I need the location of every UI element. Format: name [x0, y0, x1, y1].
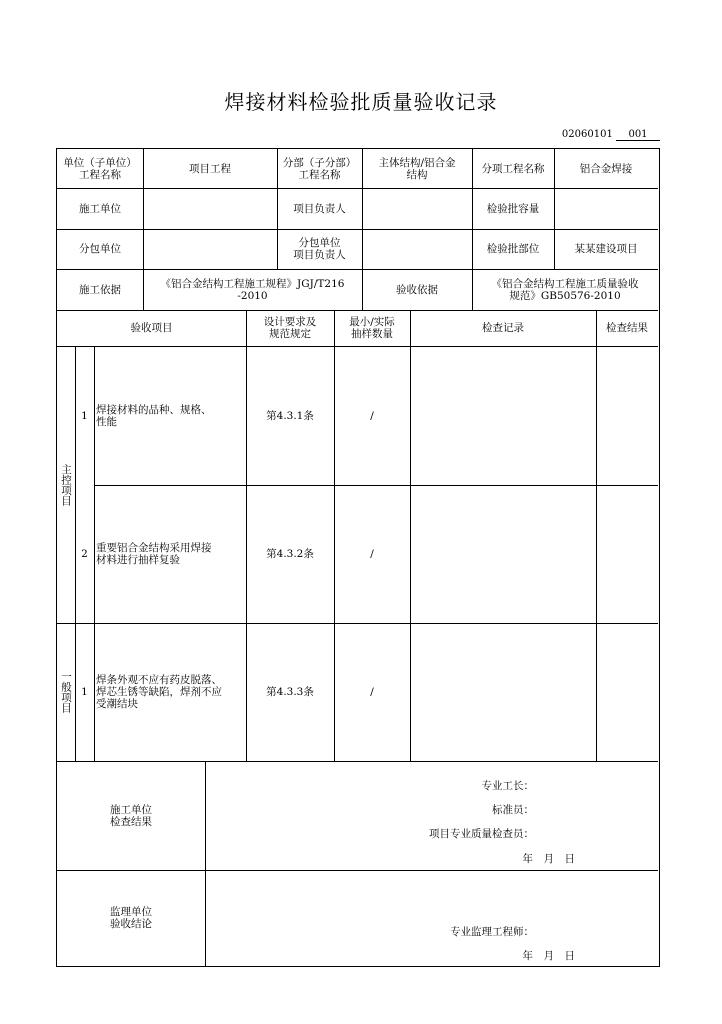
record-code — [562, 129, 660, 141]
subcontractor-value — [143, 229, 277, 269]
item-description: 焊条外观不应有药皮脱落、 焊芯生锈等缺陷，焊剂不应 受潮结块 — [96, 674, 222, 710]
item-description: 焊接材料的品种、规格、 性能 — [96, 403, 212, 428]
item-number: 2 — [81, 548, 88, 560]
construction-check-label: 施工单位 检查结果 — [110, 803, 152, 828]
record-table — [56, 148, 660, 967]
construction-basis-label: 施工依据 — [79, 283, 121, 296]
subitem-name-label: 分项工程名称 — [481, 162, 545, 175]
code-serial: 001 — [616, 129, 660, 141]
project-manager-value — [362, 188, 472, 229]
page-title: 焊接材料检验批质量验收记录 — [224, 90, 498, 114]
division-name-label: 分部（子分部） 工程名称 — [282, 156, 357, 181]
construction-check-date: 年 月 日 — [522, 853, 575, 865]
item-record — [410, 485, 596, 623]
supervision-conclusion-label: 监理单位 验收结论 — [110, 906, 152, 930]
item-result — [596, 346, 658, 485]
constructor-value — [143, 188, 277, 229]
batch-capacity-value — [554, 188, 658, 229]
batch-location-label: 检验批部位 — [486, 243, 540, 255]
item-result — [596, 623, 658, 761]
batch-capacity-label: 检验批容量 — [486, 202, 540, 215]
subcontractor-label: 分包单位 — [79, 243, 121, 255]
item-spec: 第4.3.3条 — [266, 686, 314, 698]
item-sample: / — [370, 686, 374, 698]
column-record: 检查记录 — [482, 322, 524, 334]
project-manager-label: 项目负责人 — [293, 202, 346, 215]
general-item-label: 一般项目 — [60, 671, 72, 713]
acceptance-basis-label: 验收依据 — [396, 283, 438, 296]
sub-project-manager-label: 分包单位 项目负责人 — [293, 237, 346, 261]
subitem-name-value: 铝合金焊接 — [579, 162, 633, 175]
supervision-engineer-signature-label: 专业监理工程师： — [450, 926, 534, 938]
item-spec: 第4.3.1条 — [266, 409, 314, 422]
column-item: 验收项目 — [130, 322, 173, 334]
quality-inspector-signature-label: 项目专业质量检查员： — [429, 828, 534, 840]
acceptance-basis-value: 《铝合金结构工程施工质量验收 规范》GB50576-2010 — [491, 277, 639, 302]
standard-officer-signature-label: 标准员： — [492, 804, 534, 816]
unit-name-value: 项目工程 — [189, 162, 231, 175]
unit-name-label: 单位（子单位） 工程名称 — [63, 156, 137, 181]
sub-project-manager-value — [362, 229, 472, 269]
item-result — [596, 485, 658, 623]
column-sample: 最小/实际 抽样数量 — [349, 316, 395, 340]
batch-location-value: 某某建设项目 — [574, 243, 638, 255]
main-control-label: 主控项目 — [60, 463, 72, 506]
item-description: 重要铝合金结构采用焊接 材料进行抽样复验 — [96, 542, 212, 566]
item-record — [410, 346, 596, 485]
item-number: 1 — [81, 686, 88, 698]
item-sample: / — [370, 548, 374, 560]
item-sample: / — [370, 409, 374, 422]
division-name-value: 主体结构/铝合金 结构 — [378, 156, 456, 181]
construction-basis-value: 《铝合金结构工程施工规程》JGJ/T216 -2010 — [160, 277, 345, 302]
item-record — [410, 623, 596, 761]
item-number: 1 — [81, 409, 88, 422]
constructor-label: 施工单位 — [79, 202, 121, 215]
supervision-date: 年 月 日 — [522, 950, 575, 962]
code-prefix: 02060101 — [561, 129, 613, 140]
item-spec: 第4.3.2条 — [266, 548, 314, 560]
column-design: 设计要求及 规范规定 — [263, 316, 317, 340]
column-result: 检查结果 — [606, 322, 648, 334]
foreman-signature-label: 专业工长： — [481, 780, 534, 792]
